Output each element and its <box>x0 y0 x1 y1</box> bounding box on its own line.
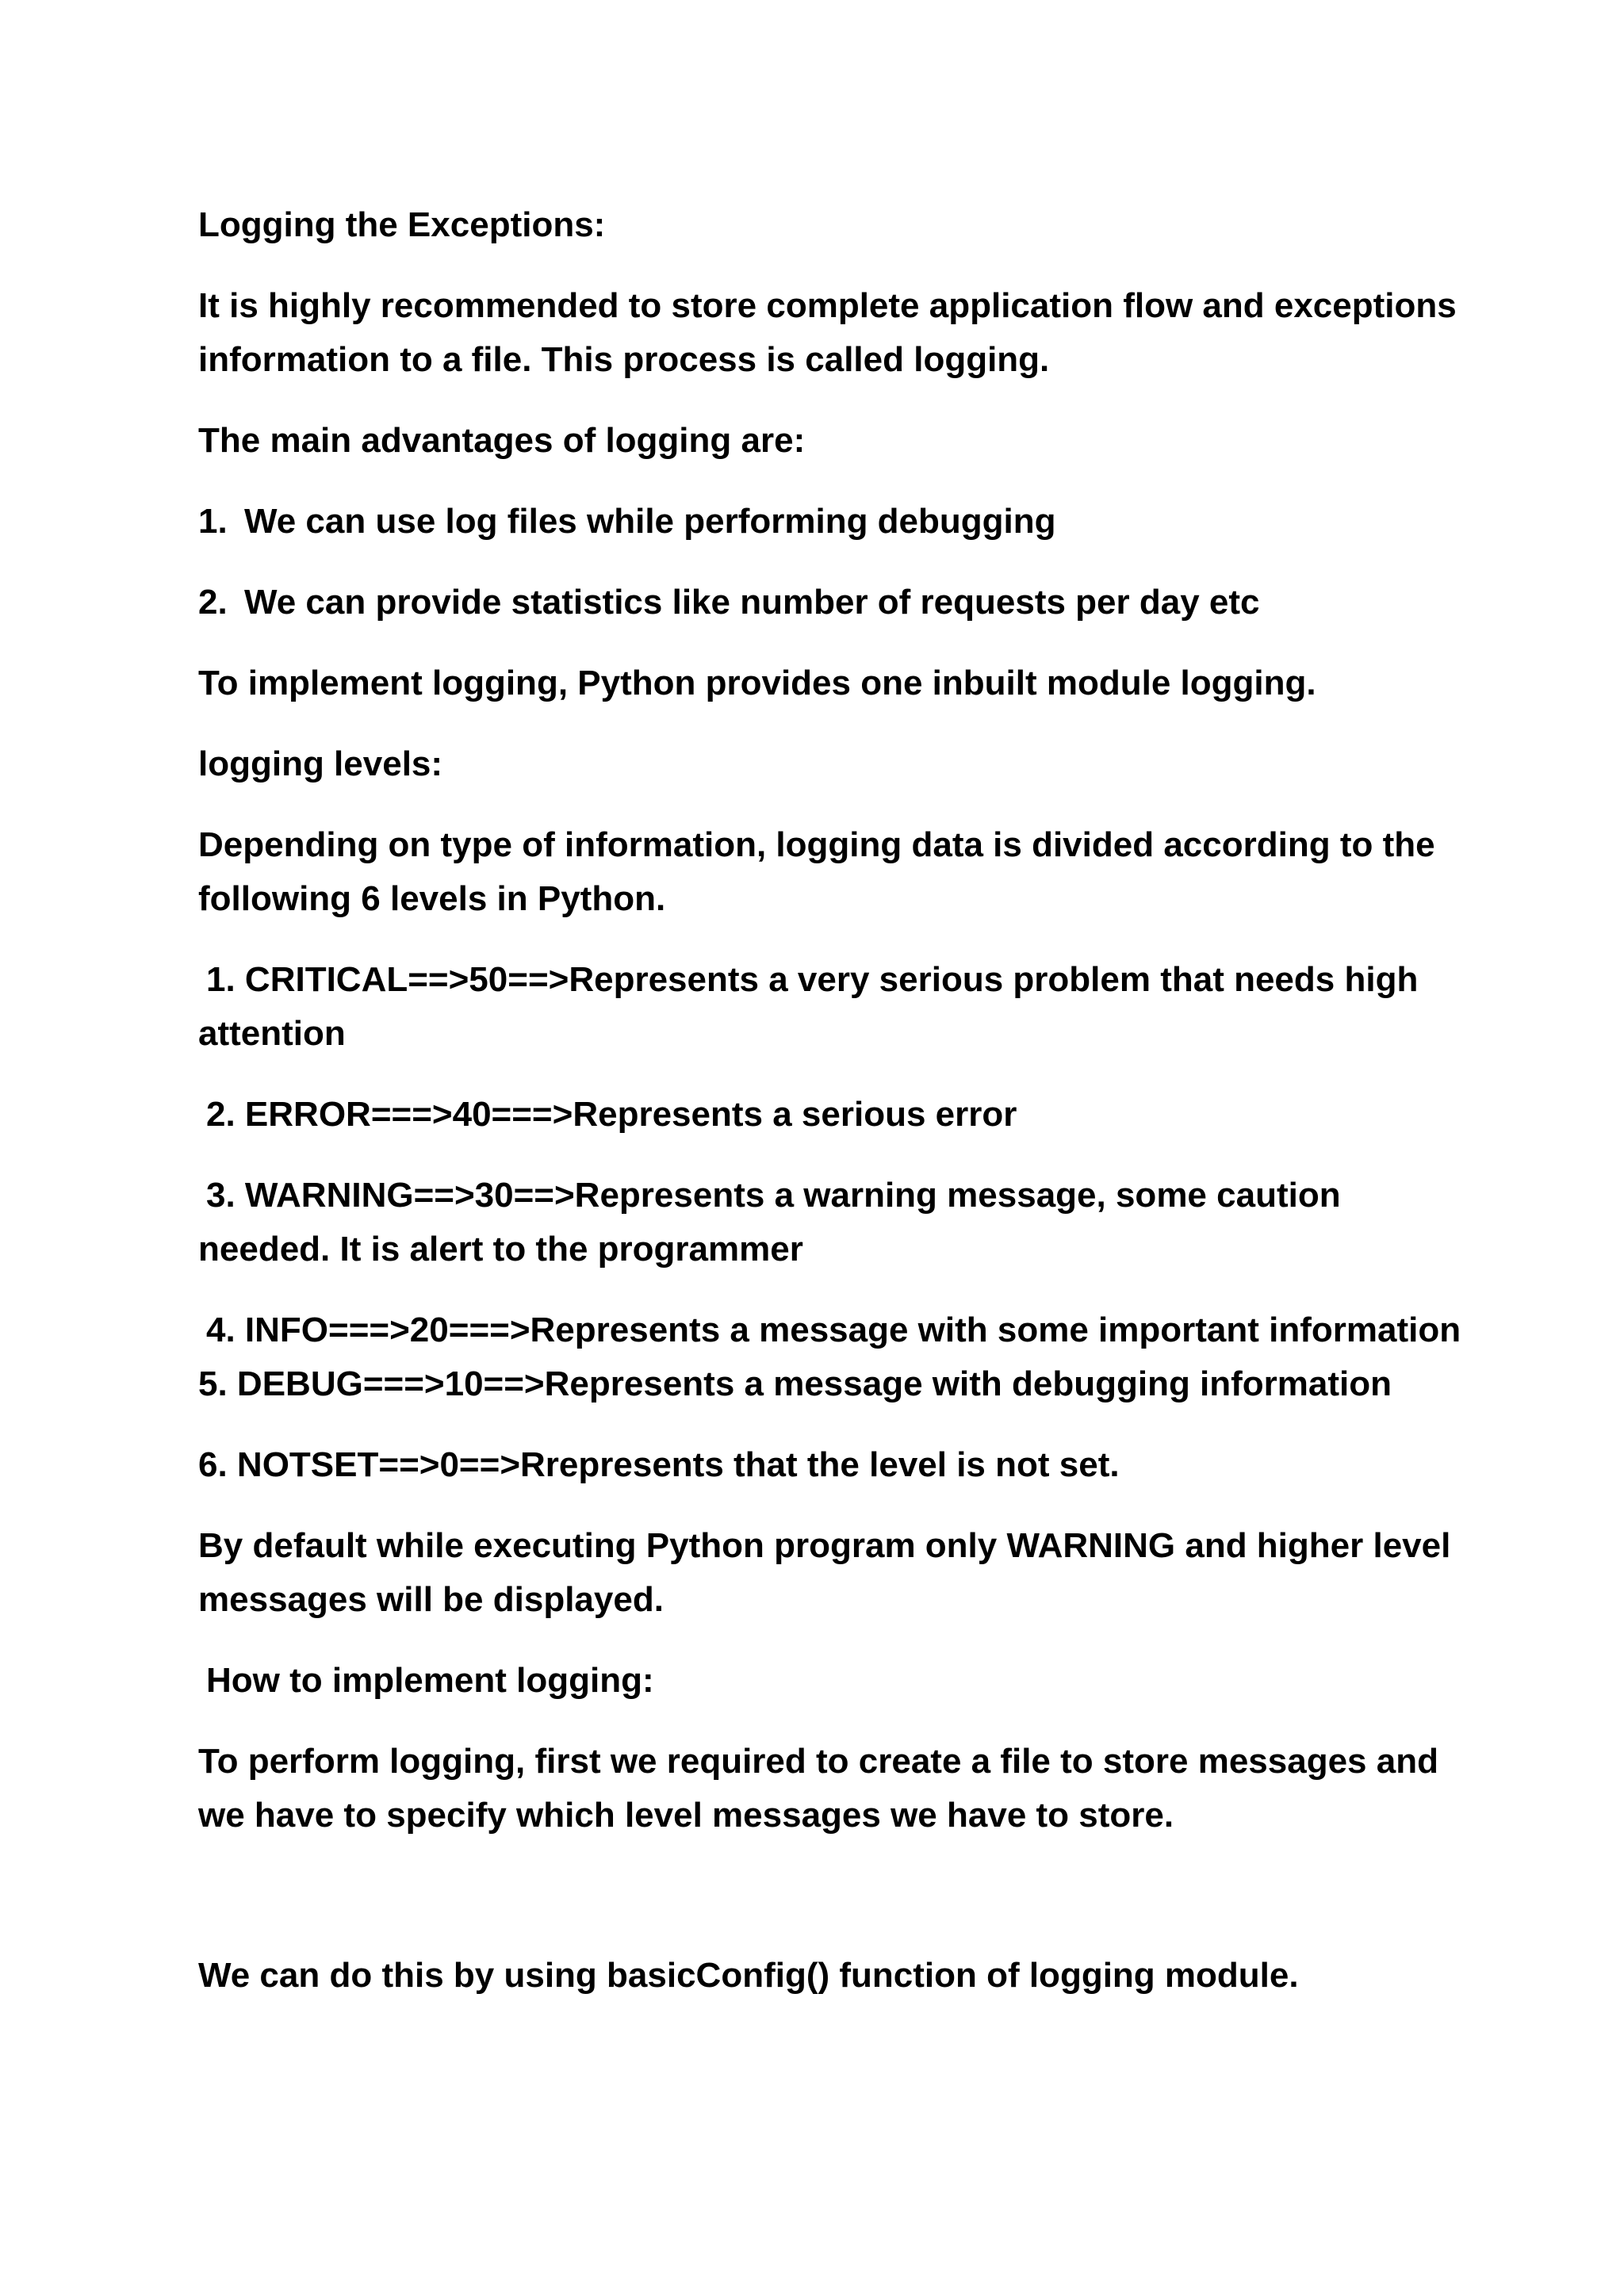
document-page <box>198 198 1467 2030</box>
level-error: 2. ERROR===>40===>Represents a serious error <box>206 1095 1017 1134</box>
intro-paragraph: It is highly recommended to store complete application flow and exceptions information to a file. This process is called logging. <box>198 286 1457 379</box>
spacer <box>198 1869 1467 1949</box>
level-notset: 6. NOTSET==>0==>Rrepresents that the level is not set. <box>198 1445 1120 1484</box>
advantage-item-2 <box>198 576 1467 629</box>
advantage-item-1 <box>198 495 1467 549</box>
advantage-number: 2. <box>198 583 228 622</box>
levels-title: logging levels: <box>198 744 443 783</box>
level-info: 4. INFO===>20===>Represents a message with some important information <box>206 1311 1461 1349</box>
how-title: How to implement logging: <box>206 1661 654 1700</box>
advantage-text: We can provide statistics like number of requests per day etc <box>244 583 1260 622</box>
levels-intro: Depending on type of information, logging data is divided according to the following 6 levels in Python. <box>198 825 1435 918</box>
document-heading: Logging the Exceptions: <box>198 205 606 244</box>
advantage-text: We can use log files while performing debugging <box>244 502 1056 541</box>
basic-config-note: We can do this by using basicConfig() function of logging module. <box>198 1956 1299 1995</box>
level-warning: 3. WARNING==>30==>Represents a warning message, some caution needed. It is alert to the programmer <box>198 1176 1341 1269</box>
advantage-number: 1. <box>198 502 228 541</box>
how-text: To perform logging, first we required to create a file to store messages and we have to specify which level messages we have to store. <box>198 1742 1438 1835</box>
default-note: By default while executing Python program only WARNING and higher level messages will be displayed. <box>198 1526 1451 1619</box>
implement-intro: To implement logging, Python provides one inbuilt module logging. <box>198 664 1316 702</box>
level-critical: 1. CRITICAL==>50==>Represents a very serious problem that needs high attention <box>198 960 1419 1053</box>
advantages-title: The main advantages of logging are: <box>198 421 806 460</box>
level-debug: 5. DEBUG===>10==>Represents a message with debugging information <box>198 1364 1392 1403</box>
